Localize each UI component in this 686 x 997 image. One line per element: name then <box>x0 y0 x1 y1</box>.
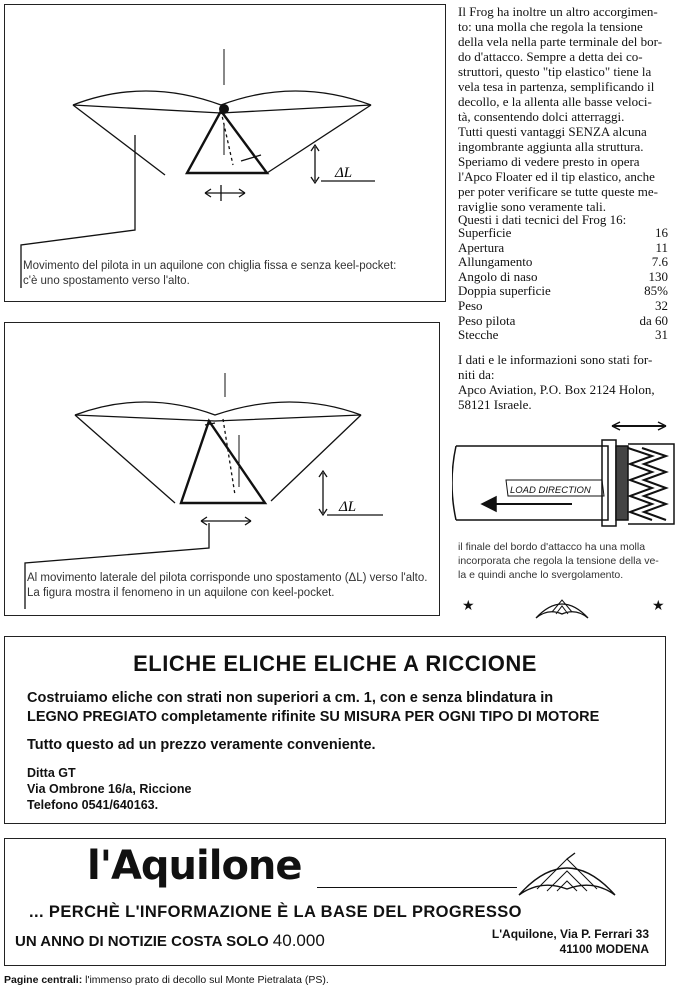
tech-label: Angolo di naso <box>458 268 538 284</box>
table-row <box>458 270 668 285</box>
caption-line: il finale del bordo d'attacco ha una molla <box>458 541 646 553</box>
article-line: Speriamo di vedere presto in opera <box>458 154 640 169</box>
article-line: l'Apco Floater ed il tip elastico, anche <box>458 169 655 184</box>
figure-1-caption <box>23 259 443 289</box>
page-footer <box>4 974 329 986</box>
advert-headline: ELICHE ELICHE ELICHE A RICCIONE <box>133 651 537 676</box>
eliche-advert <box>4 636 666 824</box>
article-line: ingombrante aggiunta alla struttura. <box>458 139 644 154</box>
tech-label: Peso <box>458 297 483 313</box>
tech-label: Apertura <box>458 239 505 255</box>
tech-label: Peso pilota <box>458 312 516 328</box>
address-line: L'Aquilone, Via P. Ferrari 33 <box>491 927 649 941</box>
caption-line: incorporata che regola la tensione della ve- <box>458 555 659 567</box>
caption-line: La figura mostra il fenomeno in un aquilone con keel-pocket. <box>27 587 335 599</box>
tech-label: Stecche <box>458 327 499 343</box>
tech-value: 16 <box>655 225 668 240</box>
table-row <box>458 328 668 343</box>
source-paragraph <box>458 352 684 412</box>
tech-value: 31 <box>655 327 668 343</box>
star-icon: ★ <box>462 598 475 614</box>
tech-value: 7.6 <box>651 254 668 270</box>
advert-body-line: Costruiamo eliche con strati non superiori a cm. 1, con e senza blindatura in <box>27 690 554 706</box>
advert-price-note: Tutto questo ad un prezzo veramente conveniente. <box>27 737 376 753</box>
article-line: Tutti questi vantaggi SENZA alcuna <box>458 124 647 139</box>
article-line: I dati e le informazioni sono stati for- <box>458 352 653 367</box>
figure-2-frame <box>4 322 440 616</box>
aquilone-slogan: ... PERCHÈ L'INFORMAZIONE È LA BASE DEL PROGRESSO <box>29 903 522 921</box>
table-row <box>458 284 668 299</box>
article-line: decollo, e la allenta alle basse veloci- <box>458 94 652 109</box>
tech-value: da 60 <box>639 312 668 328</box>
table-row <box>458 255 668 270</box>
tech-heading: Questi i dati tecnici del Frog 16: <box>458 212 627 227</box>
kite-logo-icon <box>517 849 617 899</box>
article-line: niti da: <box>458 367 495 382</box>
table-row <box>458 314 668 329</box>
figure-1-frame <box>4 4 446 302</box>
footer-label: Pagine centrali: <box>4 974 83 986</box>
caption-line: la e quindi anche lo svergolamento. <box>458 569 624 581</box>
tech-data-table <box>458 226 668 343</box>
delta-label-2: ΔL <box>339 499 357 515</box>
article-line: per poter verificare se tutte queste me- <box>458 184 658 199</box>
article-line: tà, consentendo dolci atterraggi. <box>458 109 625 124</box>
article-line: to: una molla che regola la tensione <box>458 19 643 34</box>
tech-value: 32 <box>655 297 668 313</box>
star-icon: ★ <box>652 598 665 614</box>
table-row <box>458 299 668 314</box>
article-line: 58121 Israele. <box>458 397 532 412</box>
tech-label: Allungamento <box>458 254 533 270</box>
aquilone-address <box>467 927 649 957</box>
load-direction-label: LOAD DIRECTION <box>510 485 591 496</box>
subscription-offer <box>15 931 325 951</box>
kite-logo-icon <box>534 594 590 620</box>
article-line: Il Frog ha inoltre un altro accorgimen- <box>458 4 658 19</box>
tech-value: 130 <box>648 268 668 284</box>
company-name: Ditta GT <box>27 766 76 780</box>
tech-label: Superficie <box>458 225 512 240</box>
article-paragraph <box>458 4 684 214</box>
article-line: do d'attacco. Sempre a detta dei co- <box>458 49 643 64</box>
figure-2-caption <box>27 571 439 601</box>
company-address: Via Ombrone 16/a, Riccione <box>27 782 192 796</box>
article-line: raviglie sono veramente tali. <box>458 199 607 214</box>
company-phone: Telefono 0541/640163. <box>27 798 159 812</box>
table-row <box>458 226 668 241</box>
caption-line: Movimento del pilota in un aquilone con chiglia fissa e senza keel-pocket: <box>23 260 397 272</box>
article-line: struttori, questo "tip elastico" tiene la <box>458 64 652 79</box>
offer-price: 40.000 <box>272 931 325 950</box>
article-line: Apco Aviation, P.O. Box 2124 Holon, <box>458 382 655 397</box>
aquilone-advert <box>4 838 666 966</box>
tech-label: Doppia superficie <box>458 283 551 299</box>
advert-body-line: LEGNO PREGIATO completamente rifinite SU MISURA PER OGNI TIPO DI MOTORE <box>27 709 600 725</box>
footer-text: l'immenso prato di decollo sul Monte Pietralata (PS). <box>85 974 329 986</box>
address-line: 41100 MODENA <box>559 942 649 956</box>
delta-label-1: ΔL <box>335 165 353 181</box>
advert-body <box>27 689 657 727</box>
article-line: della vela nella parte terminale del bor- <box>458 34 663 49</box>
logo-underline <box>317 887 517 888</box>
spring-tip-caption <box>458 540 684 582</box>
spring-tip-diagram <box>452 418 682 536</box>
tech-value: 11 <box>655 239 668 255</box>
advert-contact <box>27 765 191 813</box>
aquilone-logo: l'Aquilone <box>87 843 302 889</box>
hang-glider-diagram-1 <box>5 5 445 301</box>
article-line: vela tesa in partenza, semplificando il <box>458 79 655 94</box>
caption-line: Al movimento laterale del pilota corrisponde uno spostamento (ΔL) verso l'alto. <box>27 572 428 584</box>
caption-line: c'è uno spostamento verso l'alto. <box>23 275 190 287</box>
tech-value: 85% <box>644 283 668 299</box>
offer-text: UN ANNO DI NOTIZIE COSTA SOLO <box>15 933 269 950</box>
table-row <box>458 241 668 256</box>
